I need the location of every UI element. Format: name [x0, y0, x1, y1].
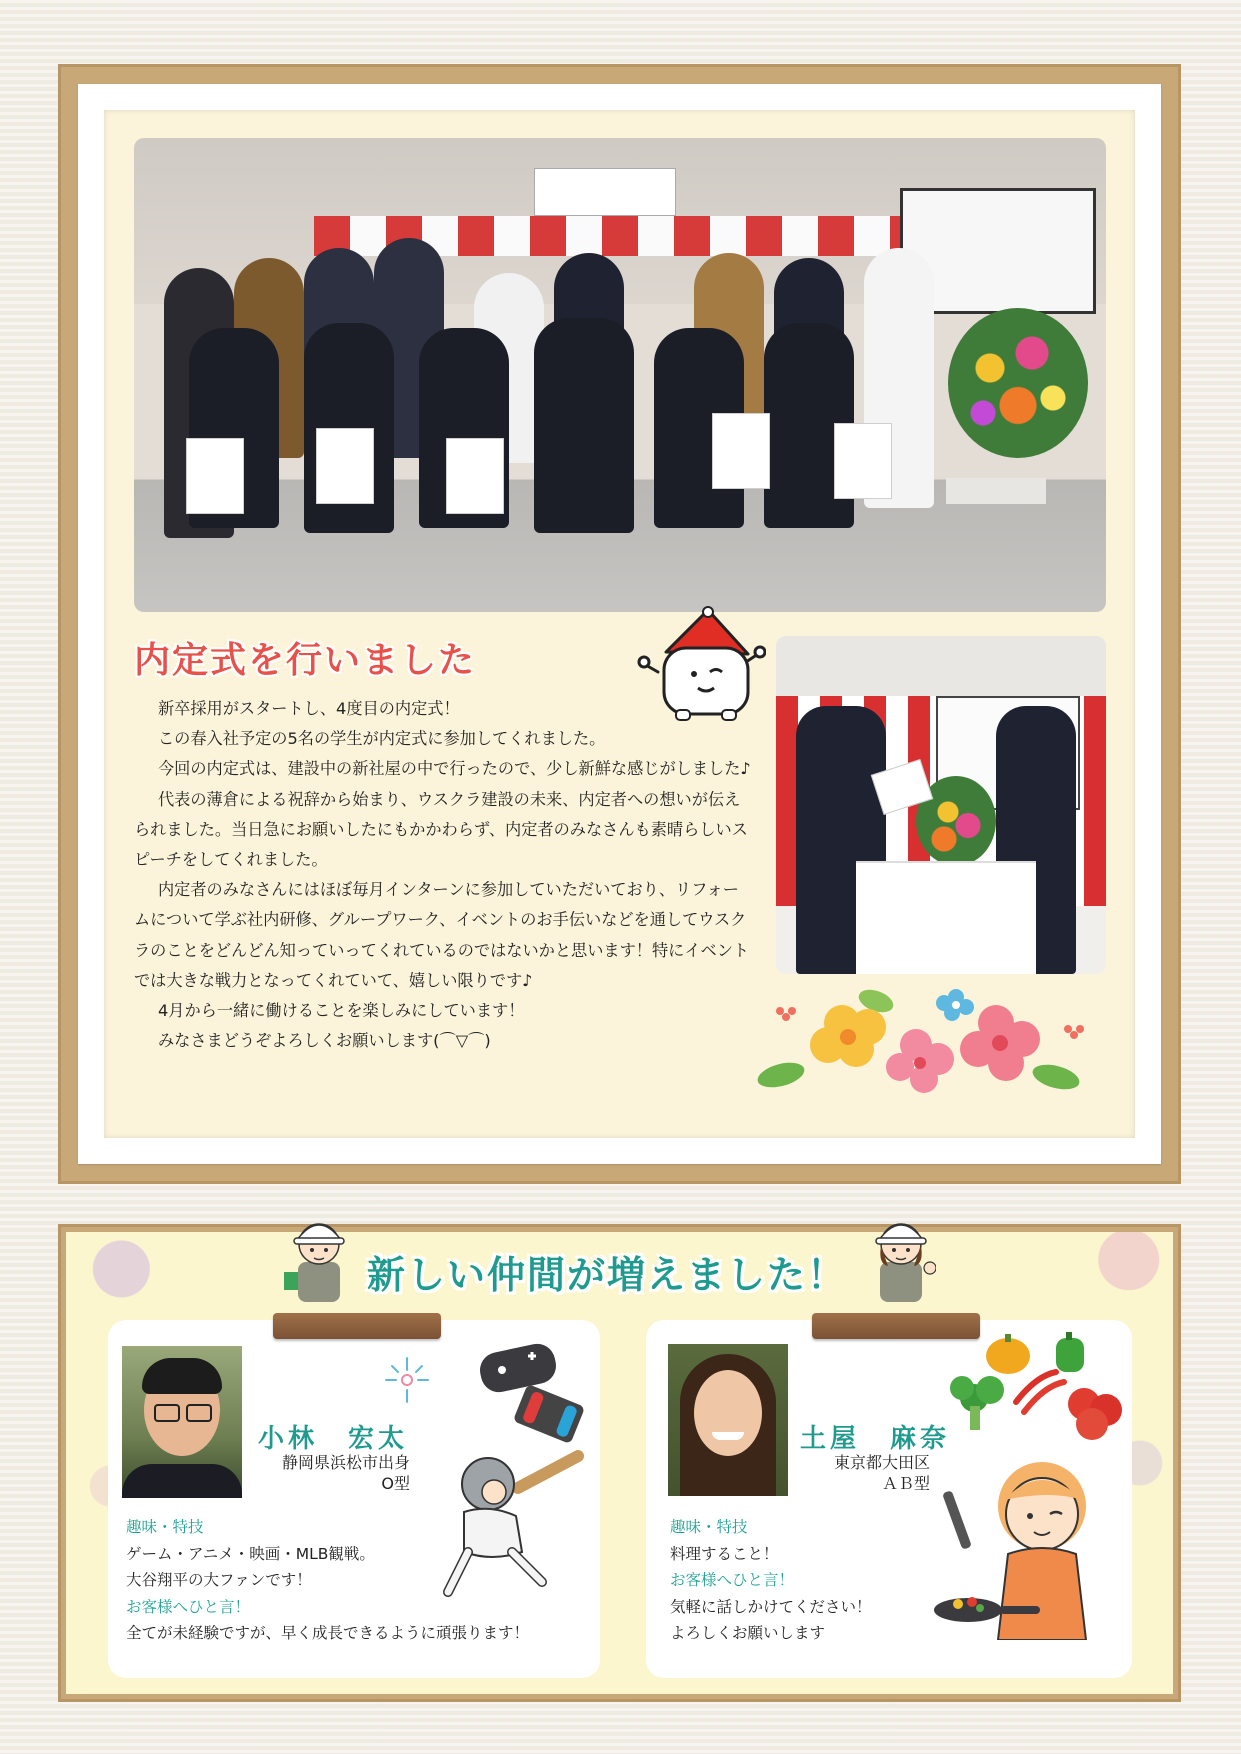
- event-paragraph: みなさまどうぞよろしくお願いします(⌒▽⌒): [158, 1031, 491, 1051]
- hobby-text: 料理すること！: [670, 1544, 779, 1563]
- wood-plank: [273, 1313, 441, 1339]
- vegetables-icon: [946, 1332, 1126, 1444]
- event-body: [134, 694, 754, 1056]
- event-paragraph: 内定者のみなさんにはほぼ毎月インターンに参加していただいており、リフォームについて学ぶ社内研修、グループワーク、イベントのお手伝いなどを通してウスクラのことをどんどん知っていってくれているのではないかと思います！特にイベントでは大きな戦力となってくれていて、嬉しい限りです♪: [134, 880, 750, 990]
- event-paragraph: 新卒採用がスタートし、4度目の内定式！: [158, 699, 460, 718]
- sparkle-icon: [382, 1354, 432, 1406]
- event-paragraph: 今回の内定式は、建設中の新社屋の中で行ったので、少し新鮮な感じがしました♪: [158, 759, 751, 779]
- message-text: 全てが未経験ですが、早く成長できるように頑張ります！: [126, 1624, 530, 1642]
- hobby-label: 趣味・特技: [670, 1518, 748, 1536]
- flower-decoration: [756, 985, 1096, 1095]
- member-name: 小林 宏太: [258, 1424, 409, 1454]
- message-label: お客様へひと言！: [126, 1597, 251, 1616]
- member-blood-type: O型: [381, 1474, 410, 1493]
- event-paragraph: 代表の薄倉による祝辞から始まり、ウスクラ建設の未来、内定者への想いが伝えられました。当日急にお願いしたにもかかわらず、内定者のみなさんも素晴らしいスピーチをしてくれました。: [134, 789, 748, 870]
- table: [856, 861, 1036, 974]
- flower-stand: [946, 478, 1046, 504]
- certificate-handover-photo: [776, 636, 1106, 974]
- certificate: [186, 438, 244, 514]
- group-photo: [134, 138, 1106, 612]
- event-title: 内定式を行いました: [134, 640, 477, 681]
- member-bio: [670, 1514, 970, 1647]
- member-origin: 東京都大田区: [833, 1453, 930, 1472]
- member-portrait: [668, 1344, 788, 1496]
- event-paragraph: 4月から一緒に働けることを楽しみにしています！: [158, 1001, 525, 1021]
- member-blood-type: ＡＢ型: [881, 1474, 930, 1493]
- new-members-title: 新しい仲間が増えました！: [367, 1253, 848, 1297]
- member-origin: 静岡県浜松市出身: [281, 1453, 410, 1472]
- ceremony-sign: [534, 168, 676, 216]
- cooking-girl-icon: [932, 1450, 1122, 1640]
- member-name: 土屋 麻奈: [800, 1424, 951, 1454]
- hobby-text: 大谷翔平の大ファンです！: [126, 1571, 312, 1589]
- certificate: [316, 428, 374, 504]
- baseball-player-icon: [428, 1440, 598, 1610]
- game-controller-icon: [474, 1334, 590, 1444]
- hobby-text: ゲーム・アニメ・映画・MLB観戦。: [126, 1544, 375, 1563]
- message-text: 気軽に話しかけてください！: [670, 1597, 872, 1616]
- hobby-label: 趣味・特技: [126, 1518, 204, 1536]
- member-profile: [778, 1452, 930, 1494]
- certificate: [446, 438, 504, 514]
- event-paragraph: この春入社予定の5名の学生が内定式に参加してくれました。: [158, 729, 606, 749]
- certificate: [712, 413, 770, 489]
- member-profile: [256, 1452, 410, 1494]
- message-text: よろしくお願いします: [670, 1624, 826, 1642]
- mascot-character: [636, 602, 766, 732]
- message-label: お客様へひと言！: [670, 1571, 795, 1589]
- certificate: [834, 423, 892, 499]
- flower-arrangement: [948, 308, 1088, 458]
- worker-girl-icon: [866, 1206, 936, 1302]
- person: [534, 318, 634, 533]
- worker-boy-icon: [284, 1206, 354, 1302]
- member-portrait: [122, 1346, 242, 1498]
